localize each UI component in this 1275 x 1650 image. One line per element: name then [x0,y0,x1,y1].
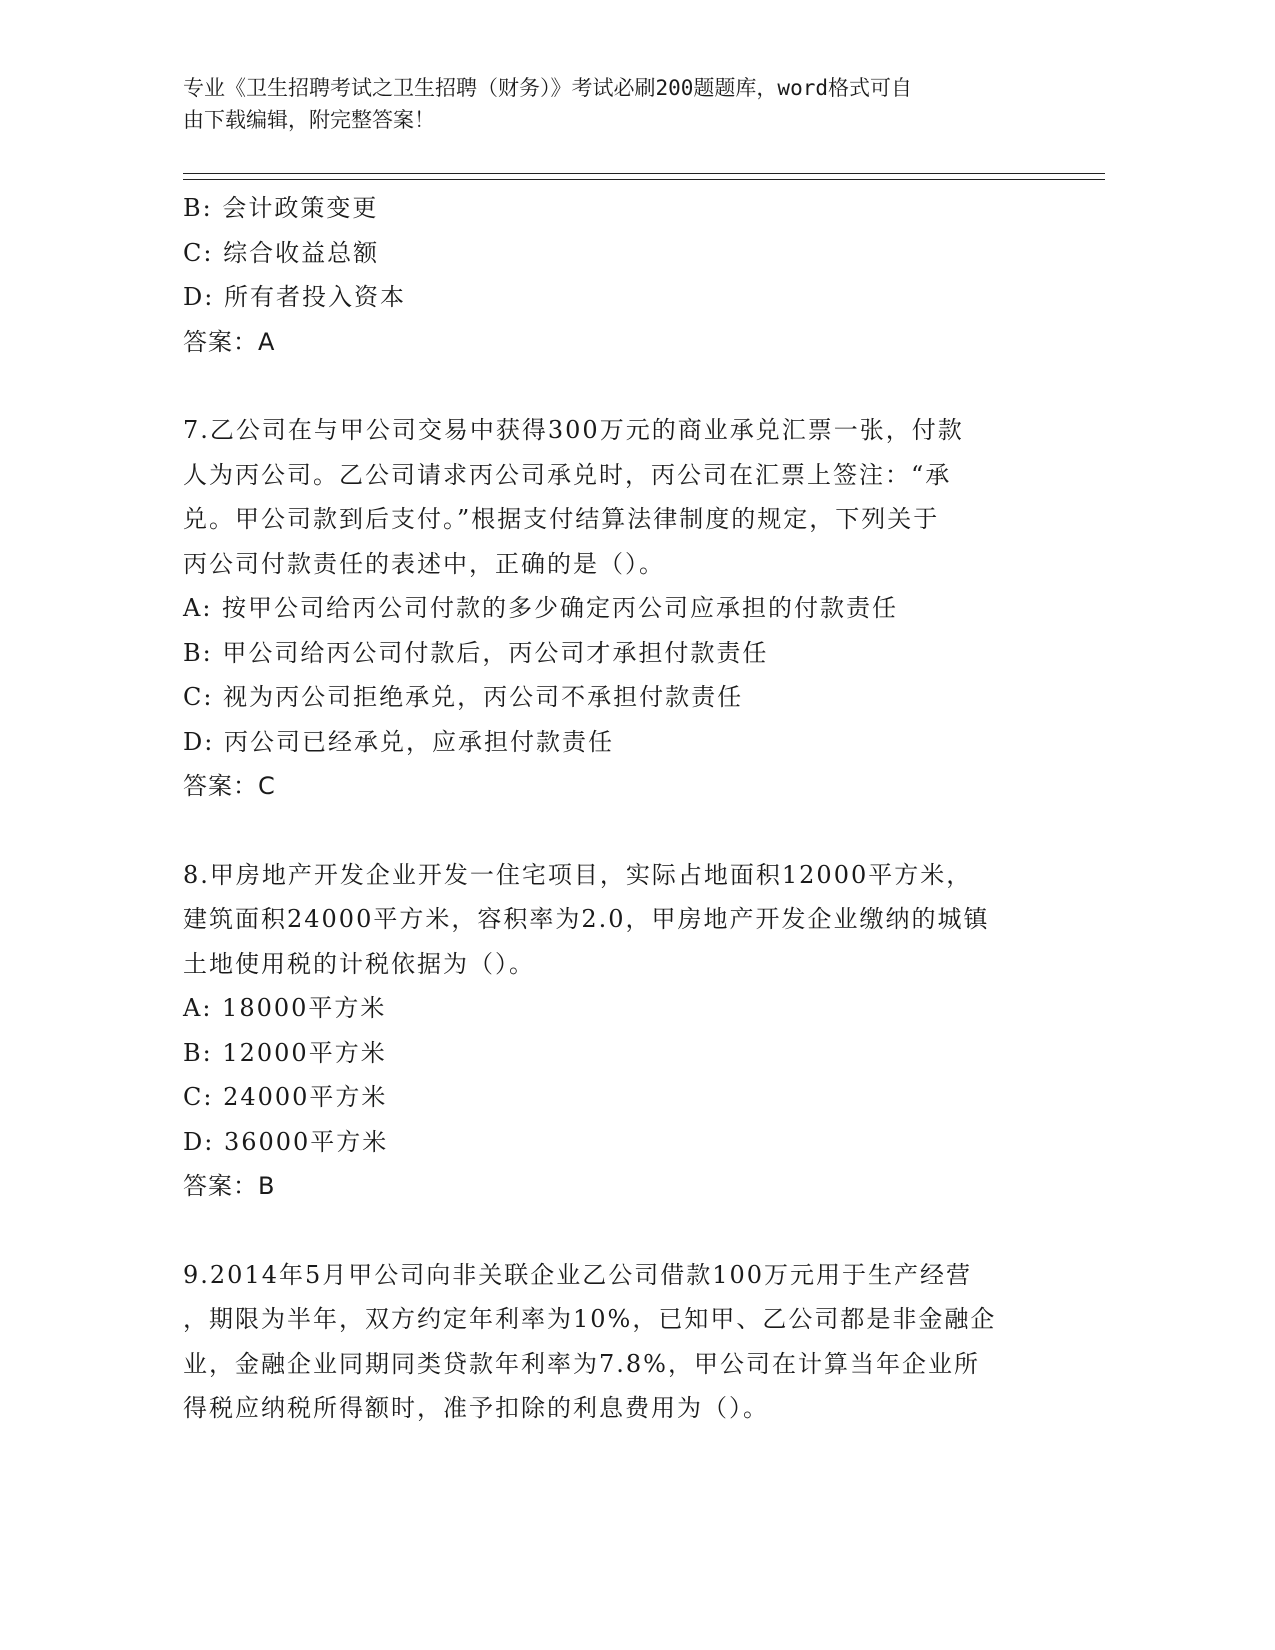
question-stem-line: 8.甲房地产开发企业开发一住宅项目，实际占地面积12000平方米， [183,860,973,889]
header-line-1: 专业《卫生招聘考试之卫生招聘（财务）》考试必刷200题题库，word格式可自 [183,76,912,100]
question-stem-line: 得税应纳税所得额时，准予扣除的利息费用为（）。 [183,1394,769,1422]
question-stem-line: ，期限为半年，双方约定年利率为10%，已知甲、乙公司都是非金融企 [183,1305,997,1333]
option-c: C: 视为丙公司拒绝承兑，丙公司不承担付款责任 [183,683,744,711]
option-b: B: 会计政策变更 [183,194,379,222]
option-a: A: 按甲公司给丙公司付款的多少确定丙公司应承担的付款责任 [183,594,899,622]
option-d: D: 所有者投入资本 [183,283,406,311]
question-stem-line: 建筑面积24000平方米，容积率为2.0，甲房地产开发企业缴纳的城镇 [183,905,990,933]
question-stem-line: 7.乙公司在与甲公司交易中获得300万元的商业承兑汇票一张，付款 [183,416,964,444]
option-c: C: 24000平方米 [183,1083,388,1111]
question-stem-line: 人为丙公司。乙公司请求丙公司承兑时，丙公司在汇票上签注：“承 [183,460,952,489]
answer: 答案：C [183,772,276,800]
document-body [183,186,1053,1431]
question-stem-line: 9.2014年5月甲公司向非关联企业乙公司借款100万元用于生产经营 [183,1260,973,1289]
option-d: D: 丙公司已经承兑，应承担付款责任 [183,727,614,756]
question-8 [183,853,1053,1209]
question-stem-line: 丙公司付款责任的表述中，正确的是（）。 [183,549,665,578]
option-c: C: 综合收益总额 [183,238,380,267]
question-9 [183,1253,1053,1431]
question-stem-line: 土地使用税的计税依据为（）。 [183,949,535,978]
option-a: A: 18000平方米 [183,994,387,1022]
header-divider-top [183,173,1105,174]
question-7 [183,408,1053,809]
header-line-2: 由下载编辑，附完整答案！ [183,108,435,132]
option-b: B: 12000平方米 [183,1038,387,1067]
answer: 答案：B [183,1172,276,1200]
option-b: B: 甲公司给丙公司付款后，丙公司才承担付款责任 [183,638,769,667]
question-stem-line: 业，金融企业同期同类贷款年利率为7.8%，甲公司在计算当年企业所 [183,1349,980,1378]
question-stem-line: 兑。甲公司款到后支付。”根据支付结算法律制度的规定，下列关于 [183,505,940,533]
document-header [183,72,1063,136]
answer: 答案：A [183,327,276,356]
header-divider-bottom [183,179,1105,180]
option-d: D: 36000平方米 [183,1127,389,1156]
prev-question [183,186,1053,364]
